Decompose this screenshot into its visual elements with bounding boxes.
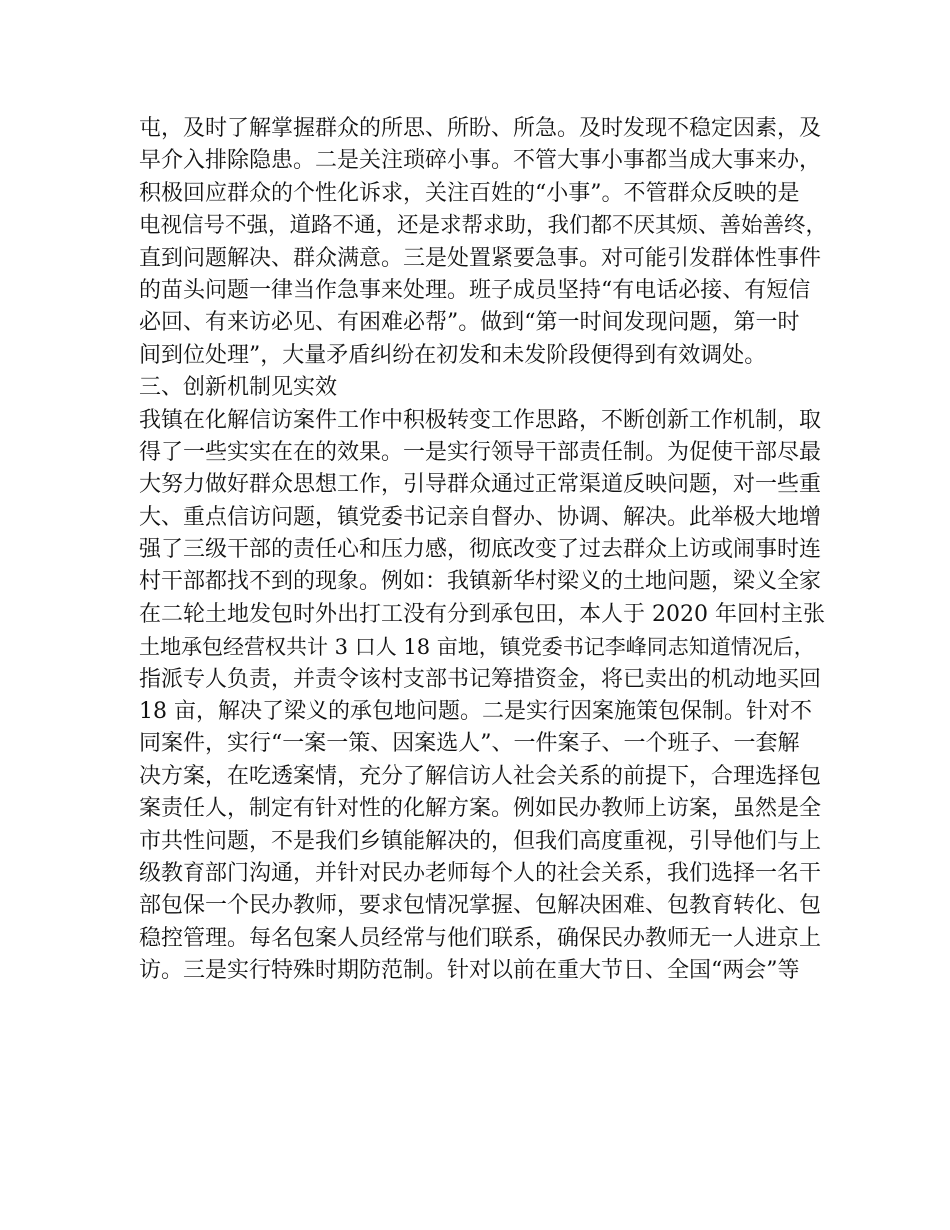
- text-line: 级教育部门沟通，并针对民办老师每个人的社会关系，我们选择一名干: [139, 860, 822, 886]
- text-line: 直到问题解决、群众满意。三是处置紧要急事。对可能引发群体性事件: [139, 245, 822, 271]
- text-line: 大、重点信访问题，镇党委书记亲自督办、协调、解决。此举极大地增: [139, 504, 822, 530]
- text-line: 稳控管理。每名包案人员经常与他们联系，确保民办教师无一人进京上: [139, 925, 822, 951]
- text-line: 电视信号不强，道路不通，还是求帮求助，我们都不厌其烦、善始善终，: [139, 213, 828, 239]
- text-line: 在二轮土地发包时外出打工没有分到承包田，本人于 2020 年回村主张: [139, 601, 825, 627]
- text-line: 案责任人，制定有针对性的化解方案。例如民办教师上访案，虽然是全: [139, 796, 822, 822]
- body-text: [139, 113, 829, 988]
- text-line: 土地承包经营权共计 3 口人 18 亩地，镇党委书记李峰同志知道情况后，: [139, 635, 815, 660]
- text-line: 村干部都找不到的现象。例如：我镇新华村梁义的土地问题，梁义全家: [139, 569, 822, 595]
- text-line: 积极回应群众的个性化诉求，关注百姓的“小事”。不管群众反映的是: [139, 180, 800, 206]
- text-line: 访。三是实行特殊时期防范制。针对以前在重大节日、全国“两会”等: [139, 958, 800, 984]
- text-line: 早介入排除隐患。二是关注琐碎小事。不管大事小事都当成大事来办，: [139, 148, 822, 174]
- text-line: 必回、有来访必见、有困难必帮”。做到“第一时间发现问题，第一时: [139, 310, 800, 336]
- text-line: 的苗头问题一律当作急事来处理。班子成员坚持“有电话必接、有短信: [139, 277, 811, 303]
- section-heading: 三、创新机制见实效: [139, 375, 338, 401]
- text-line: 得了一些实实在在的效果。一是实行领导干部责任制。为促使干部尽最: [139, 439, 822, 465]
- text-line: 指派专人负责，并责令该村支部书记筹措资金，将已卖出的机动地买回: [139, 666, 822, 692]
- text-line: 我镇在化解信访案件工作中积极转变工作思路，不断创新工作机制，取: [139, 407, 822, 433]
- text-line: 大努力做好群众思想工作，引导群众通过正常渠道反映问题，对一些重: [139, 472, 822, 498]
- text-line: 18 亩，解决了梁义的承包地问题。二是实行因案施策包保制。针对不: [139, 699, 812, 725]
- text-line: 市共性问题，不是我们乡镇能解决的，但我们高度重视，引导他们与上: [139, 828, 822, 854]
- text-line: 屯，及时了解掌握群众的所思、所盼、所急。及时发现不稳定因素，及: [139, 116, 822, 141]
- text-line: 同案件，实行“一案一策、因案选人”、一件案子、一个班子、一套解: [139, 731, 800, 757]
- text-line: 决方案，在吃透案情，充分了解信访人社会关系的前提下，合理选择包: [139, 763, 822, 789]
- text-line: 强了三级干部的责任心和压力感，彻底改变了过去群众上访或闹事时连: [139, 537, 822, 563]
- text-line: 部包保一个民办教师，要求包情况掌握、包解决困难、包教育转化、包: [139, 893, 822, 919]
- text-line: 间到位处理”，大量矛盾纠纷在初发和未发阶段便得到有效调处。: [139, 342, 767, 368]
